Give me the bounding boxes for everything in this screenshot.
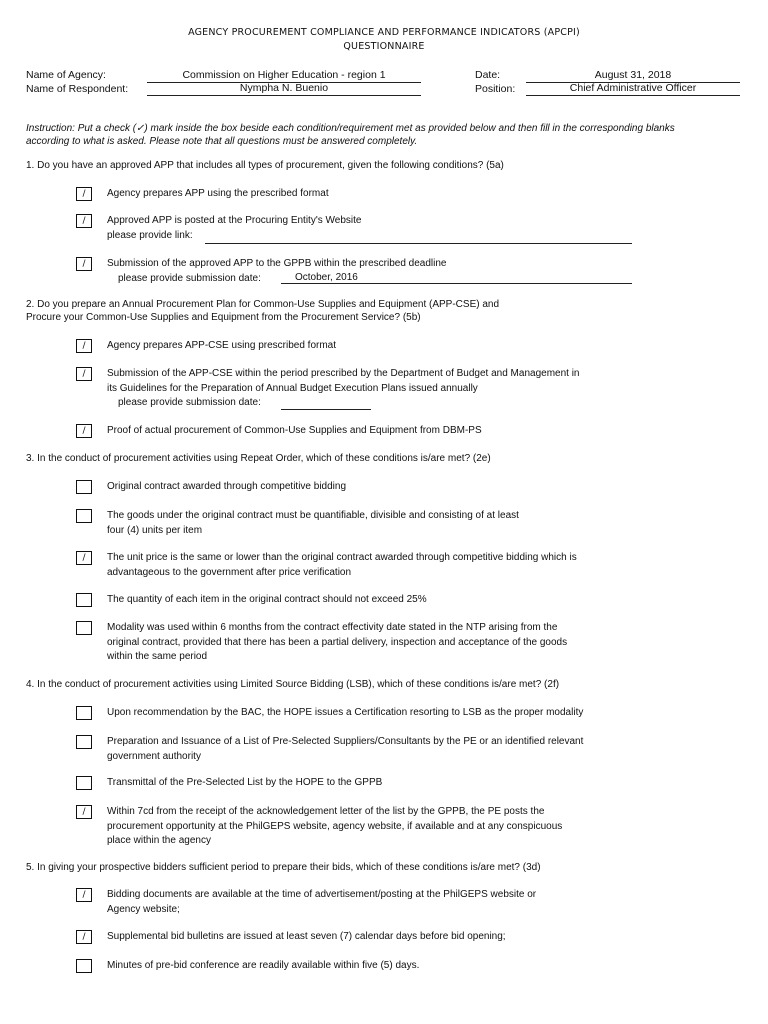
position-label: Position: [475,83,516,95]
q3-item-4 [76,593,636,609]
checkbox[interactable]: / [76,257,92,271]
date-field[interactable]: August 31, 2018 [526,69,740,83]
item-text: Agency prepares APP-CSE using prescribed format [107,340,336,351]
agency-label: Name of Agency: [26,69,106,81]
app-link-field[interactable] [205,231,632,244]
position-field[interactable]: Chief Administrative Officer [526,82,740,96]
item-text-line: Approved APP is posted at the Procuring Entity's Website [107,215,362,226]
item-text [107,551,627,580]
item-text: Agency prepares APP using the prescribed format [107,188,329,199]
checkbox[interactable]: / [76,805,92,819]
checkbox[interactable]: / [76,187,92,201]
item-text-line: original contract, provided that there has been a partial delivery, inspection and acceptance of the goods [107,636,568,648]
question-1: 1. Do you have an approved APP that includes all types of procurement, given the following conditions? (5a) [26,160,504,171]
checkbox[interactable] [76,959,92,973]
form-title: AGENCY PROCUREMENT COMPLIANCE AND PERFORMANCE INDICATORS (APCPI) [188,27,580,38]
checkbox[interactable]: / [76,424,92,438]
form-subtitle: QUESTIONNAIRE [343,41,425,52]
q5-item-1 [76,888,636,918]
item-text-line: place within the agency [107,835,211,846]
item-text-line: The goods under the original contract must be quantifiable, divisible and consisting of at least [107,510,519,521]
q2-item-3 [76,424,636,440]
respondent-label: Name of Respondent: [26,83,129,95]
item-text [107,805,627,849]
item-text-line: Submission of the APP-CSE within the period prescribed by the Department of Budget and Management in [107,368,580,379]
q1-item-3 [76,257,636,273]
checkbox[interactable]: / [76,339,92,353]
q4-item-4 [76,805,636,849]
q3-item-2 [76,509,636,539]
item-text-line: government authority [107,750,201,762]
respondent-field[interactable]: Nympha N. Buenio [147,82,421,96]
q3-item-1 [76,480,636,496]
q3-item-5 [76,621,636,665]
q2-item-2 [76,367,636,397]
date-label: Date: [475,69,501,81]
q4-item-2 [76,735,636,765]
item-text [107,735,627,764]
question-3: 3. In the conduct of procurement activities using Repeat Order, which of these conditions is/are met? (2e) [26,453,491,464]
q3-item-3 [76,551,636,581]
checkbox[interactable] [76,776,92,790]
item-text: Transmittal of the Pre-Selected List by the HOPE to the GPPB [107,777,383,788]
item-text: Upon recommendation by the BAC, the HOPE issues a Certification resorting to LSB as the proper modality [107,707,584,718]
item-text [107,509,627,538]
item-text [107,888,627,917]
agency-field[interactable]: Commission on Higher Education - region 1 [147,69,421,83]
item-text: The quantity of each item in the original contract should not exceed 25% [107,594,427,605]
q1-item-1 [76,187,636,203]
item-text [107,621,627,665]
question-5: 5. In giving your prospective bidders sufficient period to prepare their bids, which of these conditions is/are met? (3d) [26,862,541,873]
item-text: Supplemental bid bulletins are issued at least seven (7) calendar days before bid opening; [107,931,506,942]
checkbox[interactable]: / [76,930,92,944]
item-text-line: Preparation and Issuance of a List of Pre-Selected Suppliers/Consultants by the PE or an identified relevant [107,736,584,747]
item-text-line: four (4) units per item [107,524,203,536]
checkbox[interactable]: / [76,367,92,381]
item-text: Original contract awarded through competitive bidding [107,481,347,492]
checkbox[interactable]: / [76,214,92,228]
q5-item-3 [76,959,636,975]
instruction [26,123,756,148]
question-4: 4. In the conduct of procurement activities using Limited Source Bidding (LSB), which of these conditions is/are met? (2f) [26,679,560,690]
checkbox[interactable]: / [76,551,92,565]
item-text-line: Within 7cd from the receipt of the acknowledgement letter of the list by the GPPB, the PE posts the [107,806,545,817]
checkbox[interactable]: / [76,888,92,902]
checkbox[interactable] [76,706,92,720]
checkbox[interactable] [76,509,92,523]
checkbox[interactable] [76,735,92,749]
item-text: Proof of actual procurement of Common-Use Supplies and Equipment from DBM-PS [107,425,482,436]
item-text: Minutes of pre-bid conference are readily available within five (5) days. [107,960,420,971]
submission-date-label: please provide submission date: [118,397,261,408]
item-text [107,367,627,396]
item-text-line: Bidding documents are available at the time of advertisement/posting at the PhilGEPS website or [107,889,537,900]
q4-item-1 [76,706,636,722]
item-text-line: please provide link: [107,229,193,241]
q2-item-1 [76,339,636,355]
q5-item-2 [76,930,636,946]
instruction-line: Instruction: Put a check (✓) mark inside the box beside each condition/requirement met as provided below and then fill in the corresponding blanks [26,123,675,134]
submission-date-field[interactable] [281,397,371,410]
item-text: Submission of the approved APP to the GPPB within the prescribed deadline [107,258,447,269]
item-text-line: advantageous to the government after price verification [107,566,352,578]
item-text-line: its Guidelines for the Preparation of Annual Budget Execution Plans issued annually [107,382,478,394]
question-line: 2. Do you prepare an Annual Procurement Plan for Common-Use Supplies and Equipment (APP-CSE) and [26,299,500,310]
item-text-line: procurement opportunity at the PhilGEPS website, agency website, if available and at any conspicuous [107,820,563,832]
item-text-line: Modality was used within 6 months from the contract effectivity date stated in the NTP arising from the [107,622,558,633]
question-2 [26,299,756,324]
submission-date-field[interactable]: October, 2016 [281,272,632,284]
item-text-line: Agency website; [107,903,180,915]
checkbox[interactable] [76,593,92,607]
item-text-line: The unit price is the same or lower than the original contract awarded through competitive bidding which is [107,552,577,563]
item-text-line: within the same period [107,651,208,662]
submission-date-label: please provide submission date: [118,273,261,284]
q4-item-3 [76,776,636,792]
checkbox[interactable] [76,480,92,494]
instruction-line: according to what is asked. Please note that all questions must be answered completely. [26,135,418,147]
question-line: Procure your Common-Use Supplies and Equipment from the Procurement Service? (5b) [26,311,421,323]
checkbox[interactable] [76,621,92,635]
